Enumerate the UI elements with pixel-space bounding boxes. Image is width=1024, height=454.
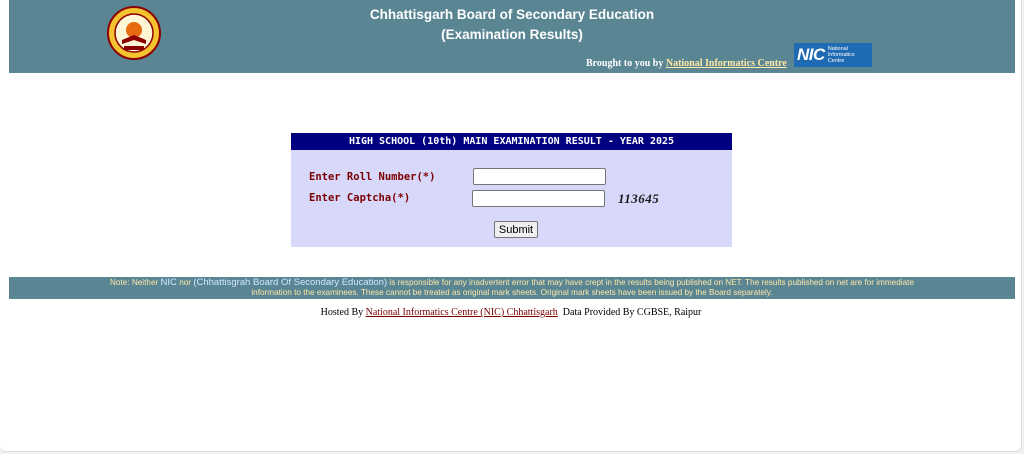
hosted-prefix: Hosted By — [320, 307, 364, 318]
nic-logo-text: NIC — [797, 45, 825, 64]
disclaimer-note — [9, 277, 1015, 299]
data-provided: Data Provided By CGBSE, Raipur — [562, 307, 702, 318]
header-subtitle: (Examination Results) — [441, 27, 583, 42]
note-line-2: information to the examinees. These cannot be treated as original mark sheets. Original mark sheets have been issued by the Board separately. — [251, 288, 773, 297]
captcha-input[interactable] — [472, 190, 605, 207]
submit-button[interactable]: Submit — [494, 221, 538, 238]
note-rest: is responsible for any inadvertent error that may have crept in the results being published on NET. The results published on net are for immediate — [389, 278, 914, 287]
captcha-code: 113645 — [618, 191, 660, 206]
note-nor: nor — [179, 278, 192, 287]
note-prefix: Note: Neither — [110, 278, 159, 287]
hosted-link[interactable]: National Informatics Centre (NIC) Chhattisgarh — [365, 307, 558, 318]
result-form — [291, 133, 732, 247]
brought-to-you — [586, 58, 787, 69]
nic-link[interactable]: National Informatics Centre — [665, 58, 787, 69]
footer — [0, 307, 1022, 318]
roll-number-input[interactable] — [473, 168, 606, 185]
nic-logo-subtext: National Informatics Centre — [827, 46, 855, 64]
form-heading: HIGH SCHOOL (10th) MAIN EXAMINATION RESULT - YEAR 2025 — [291, 133, 732, 150]
note-line-1 — [9, 278, 1015, 288]
nic-logo — [794, 43, 872, 67]
note-board: (Chhattisgrah Board Of Secondary Education) — [193, 277, 388, 288]
header-title: Chhattisgarh Board of Secondary Education — [369, 7, 655, 22]
header-banner — [9, 0, 1015, 73]
captcha-label: Enter Captcha(*) — [309, 192, 411, 204]
note-nic: NIC — [160, 277, 177, 288]
roll-number-label: Enter Roll Number(*) — [309, 171, 436, 183]
brought-prefix: Brought to you by — [586, 58, 664, 69]
